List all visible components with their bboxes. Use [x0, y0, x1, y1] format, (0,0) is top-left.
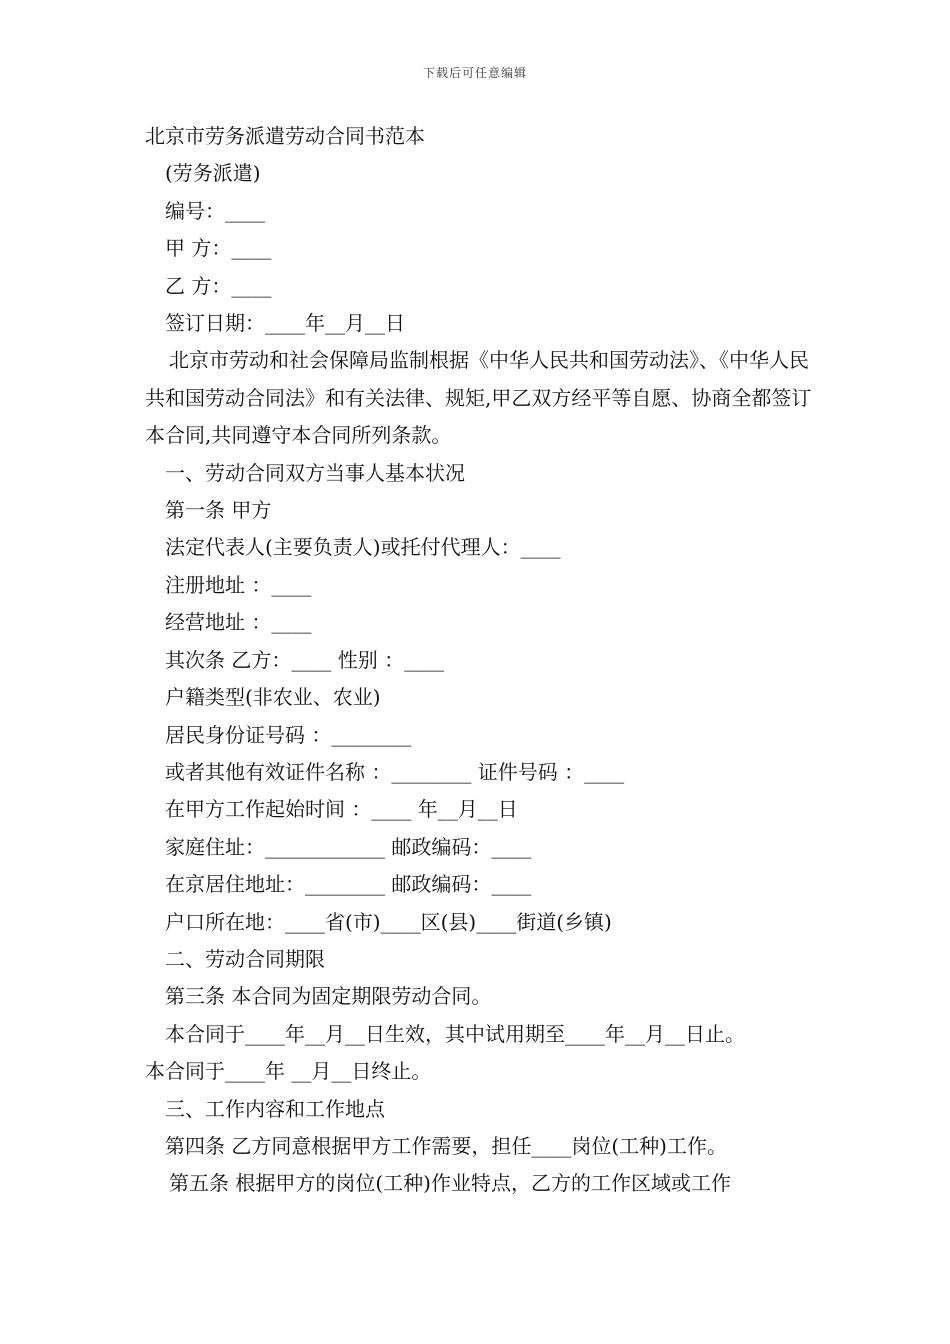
section-3-heading: 三、工作内容和工作地点 — [165, 1096, 385, 1121]
intro-paragraph: 北京市劳动和社会保障局监制根据《中华人民共和国劳动法》、《中华人民共和国劳动合同法》和有关法律、规矩,甲乙双方经平等自愿、协商全都签订本合同,共同遵守本合同所列条款。 — [145, 348, 812, 448]
term-line-2: 本合同于____年 __月__日终止。 — [145, 1059, 432, 1084]
id-number-line: 居民身份证号码 ：________ — [165, 722, 412, 747]
party-a-line: 甲 方：____ — [165, 236, 272, 261]
legal-representative-line: 法定代表人(主要负责人)或托付代理人：____ — [165, 535, 561, 560]
article-3: 第三条 本合同为固定期限劳动合同。 — [165, 984, 492, 1009]
beijing-address-line: 在京居住地址：________ 邮政编码：____ — [165, 872, 532, 897]
document-subtitle: (劳务派遣) — [165, 161, 261, 186]
hukou-location-line: 户口所在地：____省(市)____区(县)____街道(乡镇) — [165, 909, 612, 934]
registered-address-line: 注册地址 ：____ — [165, 572, 312, 597]
page-header-note: 下载后可任意编辑 — [422, 66, 527, 80]
term-line-1: 本合同于____年__月__日生效，其中试用期至____年__月__日止。 — [165, 1021, 745, 1046]
party-b-line: 乙 方：____ — [165, 273, 272, 298]
start-time-line: 在甲方工作起始时间 ：____ 年__月__日 — [165, 797, 518, 822]
article-5: 第五条 根据甲方的岗位(工种)作业特点，乙方的工作区域或工作 — [169, 1171, 731, 1196]
home-address-line: 家庭住址：____________ 邮政编码：____ — [165, 834, 532, 859]
household-type-line: 户籍类型(非农业、农业) — [165, 685, 381, 710]
article-2: 其次条 乙方：____ 性别 ：____ — [165, 647, 445, 672]
other-id-line: 或者其他有效证件名称 ：________ 证件号码 ：____ — [165, 759, 625, 784]
document-body — [145, 118, 825, 1203]
contract-number-line: 编号：____ — [165, 198, 265, 223]
article-1: 第一条 甲方 — [165, 498, 272, 523]
sign-date-line: 签订日期：____年__月__日 — [165, 311, 405, 336]
section-1-heading: 一、劳动合同双方当事人基本状况 — [165, 460, 465, 485]
business-address-line: 经营地址 ：____ — [165, 610, 312, 635]
section-2-heading: 二、劳动合同期限 — [165, 946, 325, 971]
document-title: 北京市劳务派遣劳动合同书范本 — [145, 124, 425, 148]
article-4: 第四条 乙方同意根据甲方工作需要，担任____岗位(工种)工作。 — [165, 1133, 727, 1158]
